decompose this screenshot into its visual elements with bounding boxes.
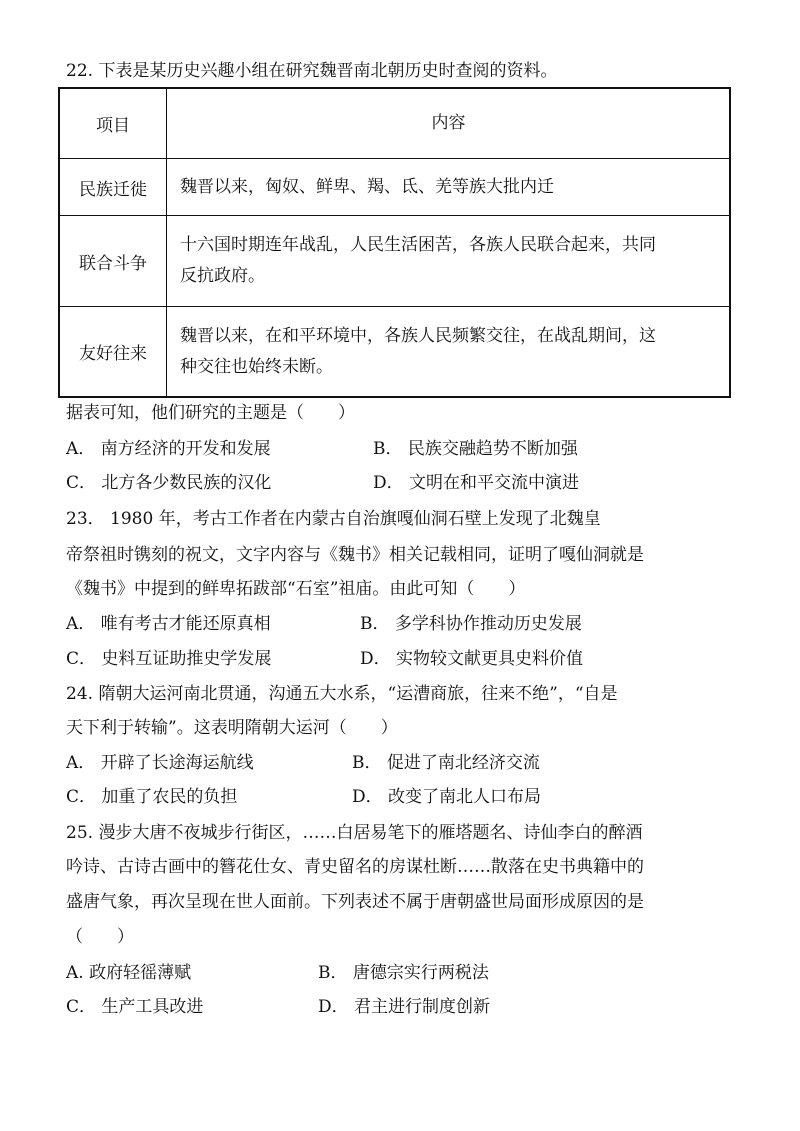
table-row — [60, 158, 729, 215]
q25-option-c[interactable]: C． 生产工具改进 — [66, 997, 204, 1017]
q24-option-b[interactable]: B． 促进了南北经济交流 — [352, 753, 540, 773]
q23-option-b[interactable]: B． 多学科协作推动历史发展 — [360, 614, 582, 634]
q25-option-d[interactable]: D． 君主进行制度创新 — [318, 997, 491, 1017]
q22-option-d[interactable]: D． 文明在和平交流中演进 — [373, 473, 580, 493]
table-row — [60, 215, 729, 306]
q22-option-c[interactable]: C． 北方各少数民族的汉化 — [66, 473, 272, 493]
q25-line: 盛唐气象，再次呈现在世人面前。下列表述不属于唐朝盛世局面形成原因的是 — [66, 892, 644, 912]
row-content-line: 种交往也始终未断。 — [180, 356, 333, 377]
q24-line: 24. 隋朝大运河南北贯通，沟通五大水系，“运漕商旅，往来不绝”，“自是 — [66, 684, 618, 704]
row-content-line: 反抗政府。 — [180, 266, 265, 286]
q24-option-a[interactable]: A． 开辟了长途海运航线 — [66, 753, 254, 773]
q23-line: 《魏书》中提到的鲜卑拓跋部“石室”祖庙。由此可知（ ） — [66, 579, 526, 599]
q25-line: （ ） — [66, 927, 134, 947]
q24-option-c[interactable]: C． 加重了农民的负担 — [66, 787, 238, 807]
row-content-cell — [168, 159, 729, 215]
row-item-cell: 联合斗争 — [79, 253, 147, 274]
q25-line: 25. 漫步大唐不夜城步行街区，……白居易笔下的雁塔题名、诗仙李白的醉酒 — [66, 823, 643, 843]
row-item-cell: 友好往来 — [79, 344, 147, 364]
header-content-cell — [168, 89, 729, 158]
q22-table — [58, 87, 731, 398]
row-content-line: 魏晋以来，匈奴、鲜卑、羯、氐、羌等族大批内迁 — [180, 176, 554, 197]
q24-line: 天下利于转输”。这表明隋朝大运河（ ） — [66, 718, 398, 738]
header-item-cell: 项目 — [96, 116, 130, 136]
row-content-cell — [168, 216, 729, 306]
row-item-cell: 民族迁徙 — [79, 179, 147, 200]
q22-option-a[interactable]: A． 南方经济的开发和发展 — [66, 439, 271, 459]
q25-option-a[interactable]: A. 政府轻徭薄赋 — [66, 963, 192, 983]
q23-option-d[interactable]: D． 实物较文献更具史料价值 — [360, 649, 584, 669]
q25-option-b[interactable]: B． 唐德宗实行两税法 — [318, 963, 489, 983]
q22-option-b[interactable]: B． 民族交融趋势不断加强 — [373, 439, 578, 459]
header-content-text: 内容 — [431, 113, 466, 133]
q24-option-d[interactable]: D． 改变了南北人口布局 — [352, 787, 542, 807]
row-content-line: 十六国时期连年战乱，人民生活困苦，各族人民联合起来，共同 — [180, 235, 656, 255]
table-row — [60, 306, 729, 396]
q23-option-a[interactable]: A． 唯有考古才能还原真相 — [66, 614, 271, 634]
q22-stem: 22. 下表是某历史兴趣小组在研究魏晋南北朝历史时查阅的资料。 — [66, 61, 558, 81]
table-header-row — [60, 89, 729, 158]
row-content-cell — [168, 307, 729, 396]
q23-line: 帝祭祖时镌刻的祝文，文字内容与《魏书》相关记载相同，证明了嘎仙洞就是 — [66, 545, 644, 565]
q25-line: 吟诗、古诗古画中的簪花仕女、青史留名的房谋杜断……散落在史书典籍中的 — [66, 857, 644, 877]
q23-line: 23． 1980 年，考古工作者在内蒙古自治旗嘎仙洞石壁上发现了北魏皇 — [66, 509, 601, 529]
q23-option-c[interactable]: C． 史料互证助推史学发展 — [66, 649, 272, 669]
row-content-line: 魏晋以来，在和平环境中，各族人民频繁交往，在战乱期间，这 — [180, 325, 656, 346]
q22-question: 据表可知，他们研究的主题是（ ） — [66, 403, 355, 423]
